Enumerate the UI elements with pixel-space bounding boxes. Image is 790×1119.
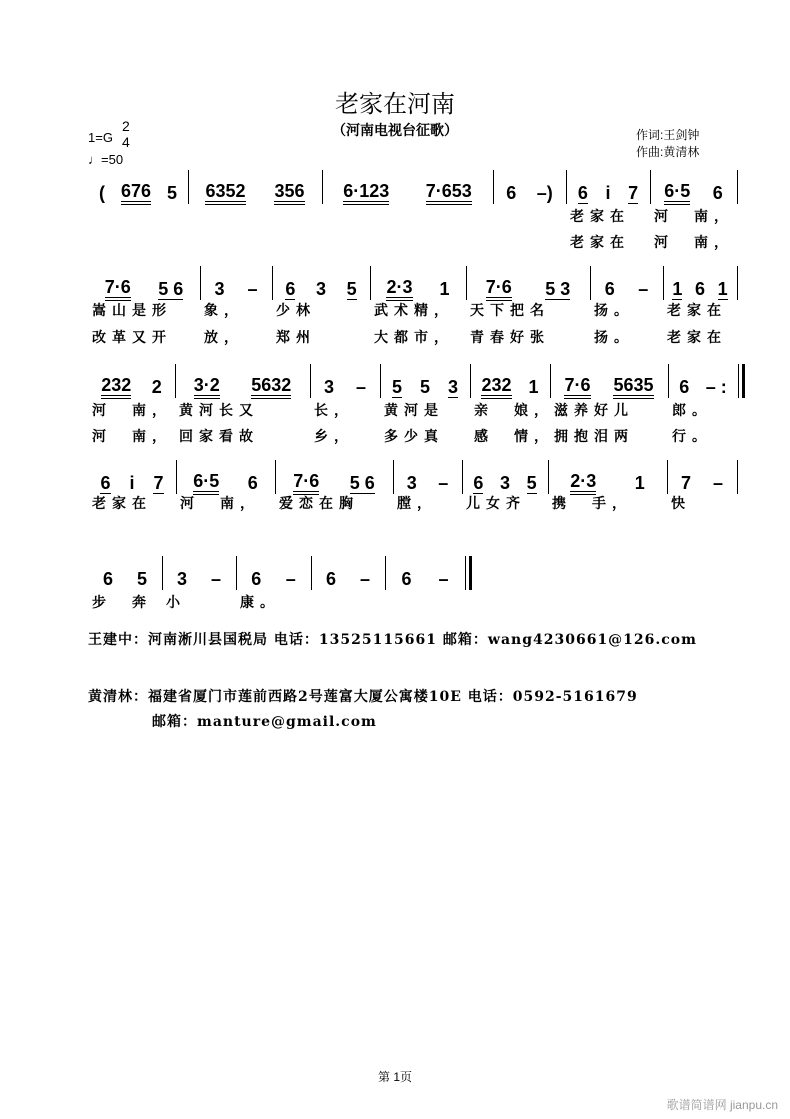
- note-group: – :: [705, 377, 727, 397]
- barline: [663, 266, 664, 300]
- note-group: 7·6: [293, 471, 319, 495]
- lyric-verse-1: 象，: [204, 303, 244, 319]
- measure: [473, 372, 547, 402]
- note-group: 7·653: [426, 181, 472, 205]
- lyric-verse-2: 老家在: [667, 330, 727, 346]
- barline: [590, 266, 591, 300]
- note-group: 3: [315, 279, 326, 299]
- barline: [493, 170, 494, 204]
- lyric-verse-1: 黄河长又: [179, 403, 259, 419]
- measure: [553, 372, 665, 402]
- note-group: 6352: [205, 181, 245, 205]
- note-group: 5: [136, 569, 147, 589]
- barline: [380, 364, 381, 398]
- lyric-verse-1: 老家在: [570, 209, 630, 225]
- note-group: 2·3: [386, 277, 412, 301]
- lyric-verse-1: 老家在: [92, 496, 152, 512]
- lyric-verse-2: 行。: [672, 429, 712, 445]
- lyric-verse-1: 康。: [240, 595, 280, 611]
- measure: [178, 372, 307, 402]
- barline: [738, 364, 745, 398]
- barline: [462, 460, 463, 494]
- note-group: 3: [323, 377, 334, 397]
- barline: [550, 364, 551, 398]
- note-group: 7·6: [564, 375, 590, 399]
- barline: [737, 170, 738, 204]
- lyric-verse-1: 郎。: [672, 403, 712, 419]
- note-group: i: [129, 473, 135, 493]
- barline: [275, 460, 276, 494]
- note-group: 7·6: [486, 277, 512, 301]
- lyric-verse-1: 膛，: [397, 496, 437, 512]
- note-group: 6: [325, 569, 336, 589]
- lyric-verse-1: 河 南，: [654, 209, 734, 225]
- measure: [325, 178, 490, 208]
- note-group: 232: [481, 375, 511, 399]
- measure: [91, 178, 185, 208]
- note-group: –: [638, 279, 649, 299]
- lyric-verse-1: 老家在: [667, 303, 727, 319]
- note-group: 6: [100, 472, 111, 493]
- barline: [188, 170, 189, 204]
- note-group: 3: [176, 569, 187, 589]
- barline: [470, 364, 471, 398]
- note-group: 6: [604, 279, 615, 299]
- barline: [668, 364, 669, 398]
- lyric-verse-1: 儿女齐: [466, 496, 526, 512]
- note-group: –): [536, 183, 553, 203]
- barline: [385, 556, 386, 590]
- note-group: 6: [251, 569, 262, 589]
- lyric-verse-1: 扬。: [594, 303, 634, 319]
- lyric-verse-2: 多少真: [384, 429, 444, 445]
- barline: [667, 460, 668, 494]
- note-group: 232: [101, 375, 131, 399]
- lyric-verse-2: 拥抱泪两: [554, 429, 634, 445]
- note-group: 5632: [251, 375, 291, 399]
- contact-huang: 黄清林：福建省厦门市莲前西路2号莲富大厦公寓楼10E 电话：0592-5161679: [88, 689, 638, 705]
- lyric-verse-1: 河 南，: [180, 496, 260, 512]
- note-group: 5: [419, 377, 430, 397]
- measure: [191, 178, 319, 208]
- barline: [322, 170, 323, 204]
- lyric-verse-2: 老家在: [570, 235, 630, 251]
- measure: [313, 372, 377, 402]
- note-group: 3: [499, 473, 510, 493]
- lyric-verse-1: 爱恋在胸: [279, 496, 359, 512]
- tempo-marking: ♩=50: [88, 152, 124, 167]
- lyric-verse-2: 大都市，: [374, 330, 454, 346]
- note-group: 7: [628, 182, 639, 203]
- lyric-verse-1: 携 手，: [552, 496, 632, 512]
- measure: [653, 178, 734, 208]
- contact-huang-email: 邮箱：manture@gmail.com: [152, 714, 377, 730]
- measure: [388, 564, 462, 594]
- lyric-verse-2: 改革又开: [92, 330, 172, 346]
- time-top: 2: [122, 118, 130, 134]
- note-group: 7·6: [105, 277, 131, 301]
- note-group: 6: [247, 473, 258, 493]
- note-group: –: [247, 279, 258, 299]
- watermark: 歌谱简谱网 jianpu.cn: [666, 1098, 778, 1112]
- lyric-verse-2: 回家看故: [179, 429, 259, 445]
- note-group: 6·5: [664, 181, 690, 205]
- measure: [383, 372, 467, 402]
- barline: [737, 460, 738, 494]
- note-group: 3: [447, 376, 458, 397]
- song-subtitle: （河南电视台征歌）: [332, 123, 458, 139]
- lyric-verse-1: 小: [166, 595, 186, 611]
- measure: [496, 178, 563, 208]
- lyric-verse-1: 天下把名: [470, 303, 550, 319]
- note-group: –: [712, 473, 723, 493]
- note-group: (: [98, 183, 105, 203]
- time-signature: [122, 118, 130, 150]
- composer: 作曲:黄清林: [636, 145, 700, 159]
- lyric-verse-2: 河 南，: [92, 429, 172, 445]
- barline: [466, 266, 467, 300]
- lyric-verse-1: 步 奔: [92, 595, 152, 611]
- lyric-verse-1: 黄河是: [384, 403, 444, 419]
- note-group: 3: [406, 473, 417, 493]
- measure: [314, 564, 382, 594]
- note-group: i: [605, 183, 611, 203]
- barline: [236, 556, 237, 590]
- key-signature: 1=G: [88, 130, 113, 145]
- note-group: 676: [121, 181, 151, 205]
- note-group: 6: [285, 278, 296, 299]
- note-group: 6: [401, 569, 412, 589]
- note-group: 2: [151, 377, 162, 397]
- credits: [636, 127, 699, 161]
- note-group: 1: [672, 278, 683, 299]
- note-group: 5635: [613, 375, 653, 399]
- barline: [310, 364, 311, 398]
- measure: [671, 372, 735, 402]
- measure: [91, 372, 172, 402]
- barline: [548, 460, 549, 494]
- lyric-verse-2: 青春好张: [470, 330, 550, 346]
- measure: [569, 178, 647, 208]
- barline: [650, 170, 651, 204]
- barline: [200, 266, 201, 300]
- lyric-verse-1: 长，: [314, 403, 354, 419]
- page-number: 第 1页: [377, 1070, 412, 1084]
- lyric-verse-2: 郑州: [276, 330, 316, 346]
- note-group: 356: [274, 181, 304, 205]
- note-group: 6: [679, 377, 690, 397]
- lyric-verse-1: 快: [671, 496, 691, 512]
- note-group: 5 6: [349, 472, 375, 493]
- note-group: 3: [214, 279, 225, 299]
- note-group: 5: [391, 376, 402, 397]
- note-group: 7: [153, 472, 164, 493]
- note-group: 5: [526, 472, 537, 493]
- lyric-verse-1: 河 南，: [92, 403, 172, 419]
- lyric-verse-1: 嵩山是形: [92, 303, 172, 319]
- lyric-verse-2: 感 情，: [474, 429, 554, 445]
- note-group: 1: [528, 377, 539, 397]
- barline: [370, 266, 371, 300]
- song-title: 老家在河南: [335, 90, 455, 118]
- note-group: –: [438, 473, 449, 493]
- note-group: 6: [577, 182, 588, 203]
- note-group: 6: [506, 183, 517, 203]
- barline: [465, 556, 472, 590]
- note-group: –: [210, 569, 221, 589]
- note-group: 7: [680, 473, 691, 493]
- lyric-verse-2: 扬。: [594, 330, 634, 346]
- barline: [566, 170, 567, 204]
- note-group: 5 3: [545, 278, 571, 299]
- lyric-verse-2: 放，: [204, 330, 244, 346]
- note-group: –: [359, 569, 370, 589]
- note-group: 5: [166, 183, 177, 203]
- note-group: 2·3: [570, 471, 596, 495]
- lyric-verse-1: 亲 娘，: [474, 403, 554, 419]
- lyric-verse-2: 乡，: [314, 429, 354, 445]
- lyric-verse-1: 少林: [276, 303, 316, 319]
- barline: [393, 460, 394, 494]
- note-group: 5 6: [158, 278, 184, 299]
- note-group: 6·5: [193, 471, 219, 495]
- measure: [239, 564, 308, 594]
- barline: [176, 460, 177, 494]
- note-group: –: [285, 569, 296, 589]
- note-group: 6: [473, 472, 484, 493]
- barline: [175, 364, 176, 398]
- lyric-verse-1: 滋养好儿: [554, 403, 634, 419]
- barline: [737, 266, 738, 300]
- barline: [272, 266, 273, 300]
- lyricist: 作词:王剑钟: [636, 128, 700, 142]
- note-group: 6: [694, 279, 705, 299]
- contact-wang: 王建中：河南淅川县国税局 电话：13525115661 邮箱：wang4230661@126.com: [88, 632, 697, 648]
- lyric-verse-1: 武术精，: [374, 303, 454, 319]
- note-group: 6: [102, 569, 113, 589]
- barline: [311, 556, 312, 590]
- barline: [162, 556, 163, 590]
- note-group: 1: [717, 278, 728, 299]
- lyric-verse-2: 河 南，: [654, 235, 734, 251]
- note-group: –: [438, 569, 449, 589]
- note-group: 6: [712, 183, 723, 203]
- note-group: 5: [346, 278, 357, 299]
- note-group: 3·2: [194, 375, 220, 399]
- measure: [165, 564, 233, 594]
- note-group: 6·123: [343, 181, 389, 205]
- note-group: 1: [439, 279, 450, 299]
- note-group: –: [355, 377, 366, 397]
- measure: [91, 564, 159, 594]
- time-bottom: 4: [122, 134, 130, 150]
- note-group: 1: [634, 473, 645, 493]
